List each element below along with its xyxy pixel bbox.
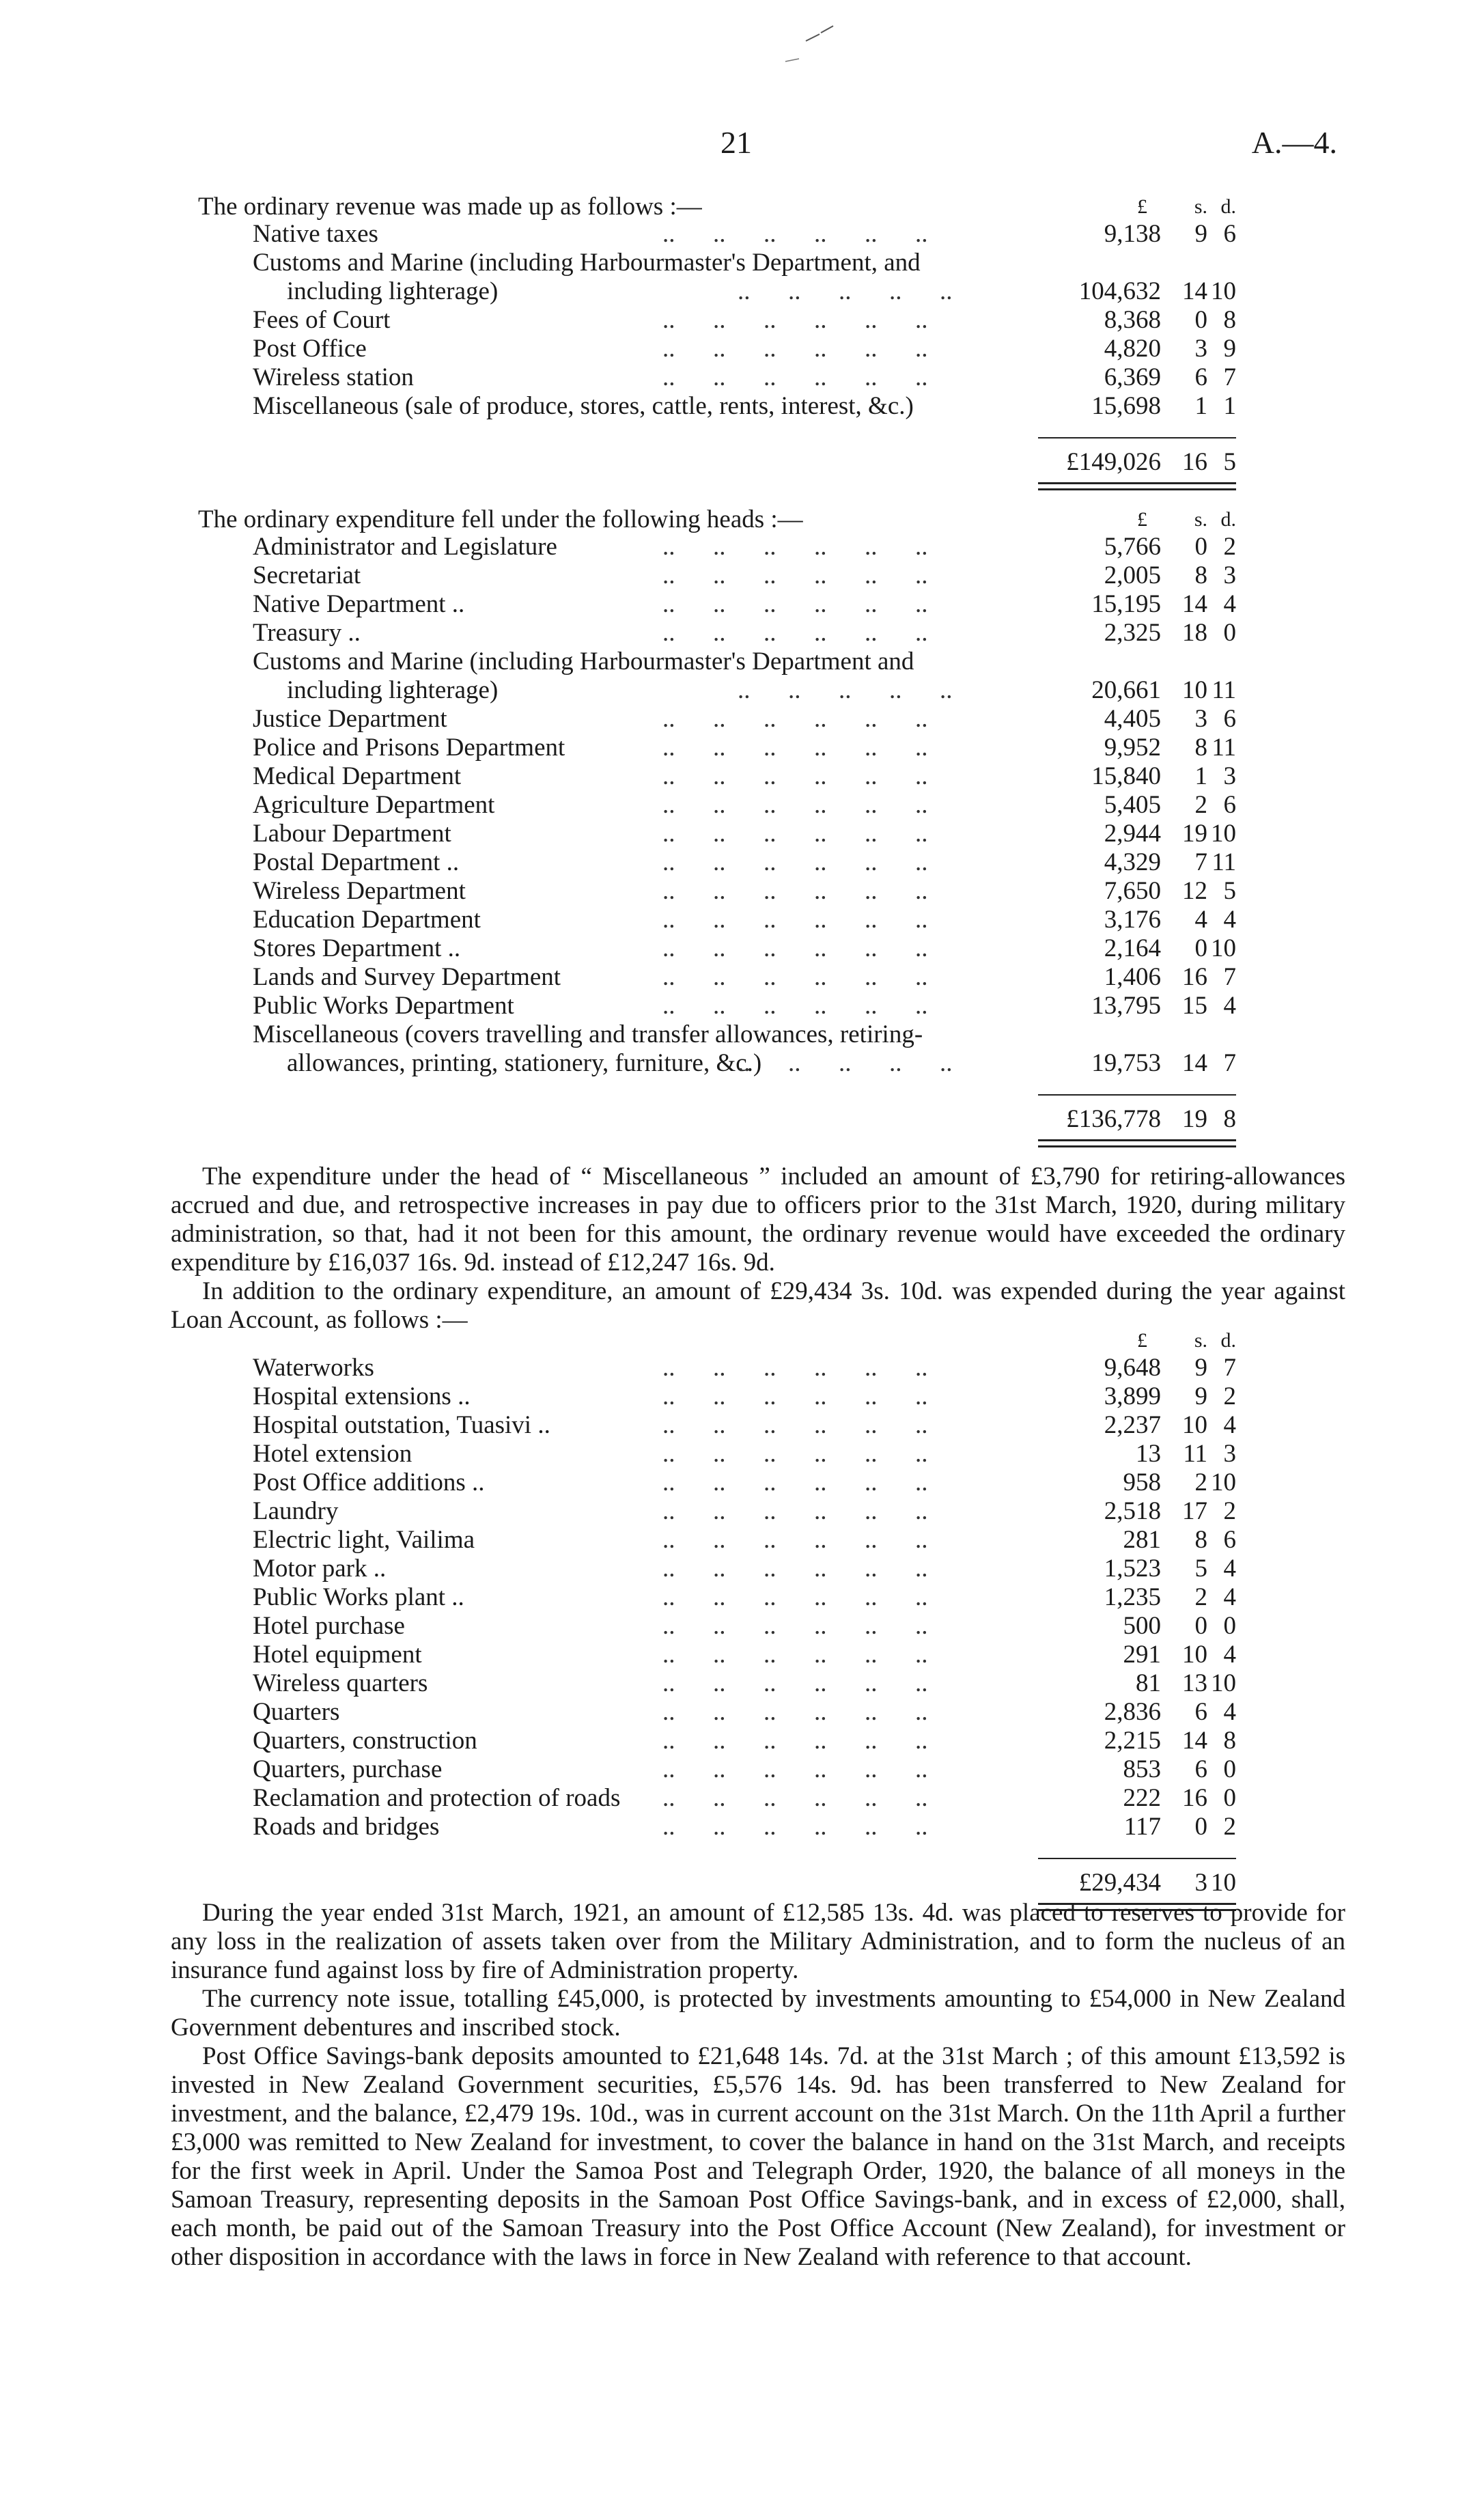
loan-amount-shillings: 0 — [1194, 1612, 1207, 1640]
revenue-row — [171, 277, 1236, 306]
revenue-row — [171, 335, 1236, 363]
loan-amount-pounds: 2,215 — [1104, 1727, 1161, 1755]
expenditure-row — [171, 1049, 1236, 1078]
revenue-row — [171, 249, 1236, 277]
loan-amount-pence: 0 — [1223, 1784, 1236, 1812]
revenue-label: Wireless station — [253, 363, 414, 391]
expenditure-amount-pounds: 7,650 — [1104, 877, 1161, 905]
loan-amount-shillings: 16 — [1182, 1784, 1207, 1812]
loan-row — [171, 1813, 1236, 1841]
expenditure-label: Wireless Department — [253, 877, 466, 905]
expenditure-amount-pounds: 2,005 — [1104, 561, 1161, 589]
expenditure-label: Customs and Marine (including Harbourmaster's Department and — [253, 647, 914, 676]
expenditure-label: including lighterage) — [287, 676, 499, 704]
revenue-subtotal-rule — [1038, 437, 1236, 438]
loan-amount-pounds: 222 — [1123, 1784, 1161, 1812]
expenditure-total-pence: 8 — [1223, 1105, 1236, 1133]
loan-leader-dots: .. .. .. .. .. .. — [662, 1440, 928, 1468]
expenditure-amount-pounds: 4,405 — [1104, 705, 1161, 733]
revenue-label: Customs and Marine (including Harbourmaster's Department, and — [253, 249, 921, 277]
revenue-amount-pounds: 15,698 — [1091, 392, 1161, 420]
expenditure-row — [171, 848, 1236, 877]
loan-amount-pounds: 958 — [1123, 1468, 1161, 1496]
loan-amount-pence: 2 — [1223, 1382, 1236, 1410]
expenditure-row — [171, 561, 1236, 590]
expenditure-amount-shillings: 10 — [1182, 676, 1207, 704]
loan-leader-dots: .. .. .. .. .. .. — [662, 1555, 928, 1583]
loan-leader-dots: .. .. .. .. .. .. — [662, 1784, 928, 1812]
loan-amount-pence: 4 — [1223, 1555, 1236, 1583]
revenue-label: Post Office — [253, 335, 367, 363]
loan-amount-shillings: 10 — [1182, 1411, 1207, 1439]
revenue-total-double-rule — [1038, 482, 1236, 490]
expenditure-amount-shillings: 8 — [1194, 561, 1207, 589]
loan-row — [171, 1669, 1236, 1698]
expenditure-label: Lands and Survey Department — [253, 963, 561, 991]
revenue-leader-dots: .. .. .. .. .. .. — [662, 335, 928, 363]
loan-label: Public Works plant .. — [253, 1583, 464, 1611]
loan-label: Hotel purchase — [253, 1612, 405, 1640]
loan-row — [171, 1755, 1236, 1784]
loan-amount-pence: 4 — [1223, 1411, 1236, 1439]
expenditure-amount-pence: 6 — [1223, 705, 1236, 733]
expenditure-total-row — [171, 1105, 1236, 1134]
loan-amount-pounds: 2,518 — [1104, 1497, 1161, 1525]
loan-amount-pounds: 500 — [1123, 1612, 1161, 1640]
expenditure-amount-pence: 4 — [1223, 590, 1236, 618]
expenditure-leader-dots: .. .. .. .. .. .. — [662, 992, 928, 1020]
expenditure-leader-dots: .. .. .. .. .. .. — [662, 877, 928, 905]
loan-leader-dots: .. .. .. .. .. .. — [662, 1354, 928, 1382]
loan-amount-pence: 4 — [1223, 1641, 1236, 1669]
expenditure-amount-pence: 10 — [1211, 820, 1236, 848]
expenditure-amount-shillings: 16 — [1182, 963, 1207, 991]
revenue-amount-shillings: 6 — [1194, 363, 1207, 391]
expenditure-amount-pence: 11 — [1212, 848, 1236, 876]
loan-amount-pence: 0 — [1223, 1755, 1236, 1783]
loan-amount-shillings: 9 — [1194, 1382, 1207, 1410]
loan-leader-dots: .. .. .. .. .. .. — [662, 1411, 928, 1439]
loan-leader-dots: .. .. .. .. .. .. — [662, 1583, 928, 1611]
expenditure-label: Postal Department .. — [253, 848, 460, 876]
revenue-row — [171, 392, 1236, 421]
loan-label: Wireless quarters — [253, 1669, 428, 1697]
page-number: 21 — [720, 125, 752, 160]
loan-amount-pounds: 3,899 — [1104, 1382, 1161, 1410]
expenditure-amount-shillings: 15 — [1182, 992, 1207, 1020]
revenue-row — [171, 220, 1236, 249]
loan-row — [171, 1497, 1236, 1526]
expenditure-row — [171, 647, 1236, 676]
expenditure-label: Agriculture Department — [253, 791, 495, 819]
loan-amount-shillings: 9 — [1194, 1354, 1207, 1382]
loan-row — [171, 1382, 1236, 1411]
loan-amount-shillings: 17 — [1182, 1497, 1207, 1525]
paragraph-savings-bank: Post Office Savings-bank deposits amounted to £21,648 14s. 7d. at the 31st March ; of this amount £13,592 is invested in New Zealand Government securities, £5,576 14s. 9d. has been transferred to New Zealand for investment, and the balance, £2,479 19s. 10d., was in current account on the 31st March. On the 11th April a further £3,000 was remitted to New Zealand for investment, to cover the balance in hand on the 31st March, and receipts for the first week in April. Under the Samoa Post and Telegraph Order, 1920, the balance of all moneys in the Samoan Treasury, representing deposits in the Samoan Post Office Savings-bank, and in excess of £2,000, shall, each month, be paid out of the Samoan Treasury into the Post Office Account (New Zealand), for investment or other disposition in accordance with the laws in force in New Zealand with reference to that account. — [171, 2042, 1345, 2271]
expenditure-amount-shillings: 0 — [1194, 934, 1207, 962]
expenditure-amount-pounds: 15,840 — [1091, 762, 1161, 790]
loan-label: Reclamation and protection of roads — [253, 1784, 621, 1812]
expenditure-leader-dots: .. .. .. .. .. .. — [662, 791, 928, 819]
loan-account-table — [171, 1326, 1236, 1911]
expenditure-amount-pounds: 2,164 — [1104, 934, 1161, 962]
expenditure-subtotal-rule — [1038, 1094, 1236, 1096]
expenditure-amount-pence: 7 — [1223, 963, 1236, 991]
expenditure-amount-pounds: 5,766 — [1104, 533, 1161, 561]
exp-col-head-pounds: £ — [1137, 508, 1147, 531]
loan-leader-dots: .. .. .. .. .. .. — [662, 1382, 928, 1410]
loan-total-pence: 10 — [1211, 1869, 1236, 1897]
loan-total-row — [171, 1869, 1236, 1897]
loan-amount-shillings: 5 — [1194, 1555, 1207, 1583]
col-head-shillings: s. — [1194, 195, 1207, 218]
loan-amount-shillings: 2 — [1194, 1468, 1207, 1496]
loan-amount-shillings: 10 — [1182, 1641, 1207, 1669]
loan-col-head-pence: d. — [1220, 1329, 1236, 1352]
expenditure-amount-pounds: 2,944 — [1104, 820, 1161, 848]
revenue-amount-pounds: 6,369 — [1104, 363, 1161, 391]
expenditure-row — [171, 992, 1236, 1020]
revenue-amount-pence: 9 — [1223, 335, 1236, 363]
loan-amount-shillings: 13 — [1182, 1669, 1207, 1697]
loan-amount-pence: 0 — [1223, 1612, 1236, 1640]
expenditure-amount-shillings: 14 — [1182, 1049, 1207, 1077]
revenue-amount-pence: 8 — [1223, 306, 1236, 334]
expenditure-amount-pounds: 4,329 — [1104, 848, 1161, 876]
loan-lines — [171, 1354, 1236, 1841]
loan-amount-pounds: 81 — [1136, 1669, 1161, 1697]
loan-leader-dots: .. .. .. .. .. .. — [662, 1526, 928, 1554]
paragraph-loan-account: In addition to the ordinary expenditure, an amount of £29,434 3s. 10d. was expended during the year against Loan Account, as follows :— — [171, 1277, 1345, 1334]
loan-row — [171, 1727, 1236, 1755]
expenditure-amount-shillings: 4 — [1194, 906, 1207, 934]
expenditure-label: Medical Department — [253, 762, 462, 790]
loan-row — [171, 1698, 1236, 1727]
loan-amount-pence: 6 — [1223, 1526, 1236, 1554]
expenditure-table — [171, 505, 1236, 1147]
expenditure-leader-dots: .. .. .. .. .. .. — [662, 561, 928, 589]
expenditure-leader-dots: .. .. .. .. .. — [738, 676, 953, 704]
col-head-pence: d. — [1220, 195, 1236, 218]
loan-col-head-pounds: £ — [1137, 1329, 1147, 1352]
loan-row — [171, 1526, 1236, 1555]
revenue-label: Miscellaneous (sale of produce, stores, cattle, rents, interest, &c.) — [253, 392, 914, 420]
revenue-amount-pence: 1 — [1223, 392, 1236, 420]
expenditure-amount-pence: 4 — [1223, 906, 1236, 934]
expenditure-row — [171, 1020, 1236, 1049]
revenue-amount-pounds: 4,820 — [1104, 335, 1161, 363]
narrative-section-1 — [171, 1162, 1345, 1335]
expenditure-amount-shillings: 19 — [1182, 820, 1207, 848]
expenditure-row — [171, 934, 1236, 963]
page-header — [0, 125, 1484, 163]
expenditure-leader-dots: .. .. .. .. .. .. — [662, 963, 928, 991]
revenue-amount-shillings: 1 — [1194, 392, 1207, 420]
loan-amount-pounds: 2,836 — [1104, 1698, 1161, 1726]
loan-leader-dots: .. .. .. .. .. .. — [662, 1641, 928, 1669]
expenditure-row — [171, 963, 1236, 992]
loan-subtotal-rule — [1038, 1858, 1236, 1859]
loan-label: Electric light, Vailima — [253, 1526, 475, 1554]
revenue-amount-shillings: 14 — [1182, 277, 1207, 305]
loan-row — [171, 1641, 1236, 1669]
loan-amount-pounds: 9,648 — [1104, 1354, 1161, 1382]
expenditure-amount-pence: 3 — [1223, 762, 1236, 790]
revenue-row — [171, 363, 1236, 392]
paragraph-currency-notes: The currency note issue, totalling £45,000, is protected by investments amounting to £54,000 in New Zealand Government debentures and inscribed stock. — [171, 1985, 1345, 2042]
expenditure-amount-pence: 5 — [1223, 877, 1236, 905]
revenue-amount-shillings: 0 — [1194, 306, 1207, 334]
expenditure-total-shillings: 19 — [1182, 1105, 1207, 1133]
loan-leader-dots: .. .. .. .. .. .. — [662, 1698, 928, 1726]
expenditure-amount-shillings: 2 — [1194, 791, 1207, 819]
expenditure-amount-shillings: 0 — [1194, 533, 1207, 561]
expenditure-amount-shillings: 14 — [1182, 590, 1207, 618]
expenditure-amount-pounds: 5,405 — [1104, 791, 1161, 819]
document-reference: A.—4. — [1251, 125, 1337, 160]
loan-amount-pounds: 291 — [1123, 1641, 1161, 1669]
revenue-label: including lighterage) — [287, 277, 499, 305]
expenditure-label: Secretariat — [253, 561, 361, 589]
expenditure-label: Miscellaneous (covers travelling and transfer allowances, retiring- — [253, 1020, 923, 1048]
loan-leader-dots: .. .. .. .. .. .. — [662, 1669, 928, 1697]
expenditure-label: Public Works Department — [253, 992, 514, 1020]
expenditure-label: Administrator and Legislature — [253, 533, 557, 561]
loan-label: Quarters — [253, 1698, 340, 1726]
loan-row — [171, 1440, 1236, 1468]
loan-col-head-shillings: s. — [1194, 1329, 1207, 1352]
loan-amount-pounds: 117 — [1123, 1813, 1161, 1841]
loan-label: Hotel extension — [253, 1440, 412, 1468]
loan-row — [171, 1468, 1236, 1497]
expenditure-amount-shillings: 12 — [1182, 877, 1207, 905]
loan-label: Quarters, purchase — [253, 1755, 443, 1783]
loan-amount-shillings: 14 — [1182, 1727, 1207, 1755]
expenditure-label: Labour Department — [253, 820, 451, 848]
expenditure-row — [171, 906, 1236, 934]
loan-amount-pence: 10 — [1211, 1669, 1236, 1697]
expenditure-leader-dots: .. .. .. .. .. .. — [662, 934, 928, 962]
expenditure-row — [171, 590, 1236, 619]
expenditure-amount-pence: 11 — [1212, 676, 1236, 704]
revenue-total-row — [171, 448, 1236, 477]
expenditure-amount-shillings: 8 — [1194, 734, 1207, 762]
expenditure-amount-pounds: 13,795 — [1091, 992, 1161, 1020]
revenue-lines — [171, 220, 1236, 421]
expenditure-leader-dots: .. .. .. .. .. .. — [662, 762, 928, 790]
loan-amount-pounds: 2,237 — [1104, 1411, 1161, 1439]
expenditure-amount-shillings: 7 — [1194, 848, 1207, 876]
expenditure-amount-pounds: 20,661 — [1091, 676, 1161, 704]
expenditure-amount-pounds: 2,325 — [1104, 619, 1161, 647]
expenditure-leader-dots: .. .. .. .. .. — [738, 1049, 953, 1077]
loan-leader-dots: .. .. .. .. .. .. — [662, 1813, 928, 1841]
expenditure-row — [171, 619, 1236, 647]
revenue-label: Fees of Court — [253, 306, 391, 334]
loan-amount-shillings: 6 — [1194, 1698, 1207, 1726]
loan-amount-pounds: 281 — [1123, 1526, 1161, 1554]
loan-leader-dots: .. .. .. .. .. .. — [662, 1727, 928, 1755]
expenditure-lines — [171, 533, 1236, 1078]
loan-leader-dots: .. .. .. .. .. .. — [662, 1497, 928, 1525]
loan-amount-pence: 3 — [1223, 1440, 1236, 1468]
expenditure-label: Police and Prisons Department — [253, 734, 565, 762]
revenue-total-shillings: 16 — [1182, 448, 1207, 476]
expenditure-intro: The ordinary expenditure fell under the following heads :— — [198, 505, 803, 533]
expenditure-row — [171, 705, 1236, 734]
expenditure-total-pounds: £136,778 — [1066, 1105, 1161, 1133]
revenue-table — [171, 193, 1236, 490]
loan-amount-pounds: 13 — [1136, 1440, 1161, 1468]
expenditure-leader-dots: .. .. .. .. .. .. — [662, 533, 928, 561]
loan-row — [171, 1583, 1236, 1612]
expenditure-label: Stores Department .. — [253, 934, 461, 962]
loan-amount-shillings: 6 — [1194, 1755, 1207, 1783]
expenditure-row — [171, 791, 1236, 820]
expenditure-row — [171, 877, 1236, 906]
expenditure-amount-shillings: 3 — [1194, 705, 1207, 733]
loan-total-pounds: £29,434 — [1078, 1869, 1161, 1897]
loan-amount-pence: 7 — [1223, 1354, 1236, 1382]
revenue-amount-pounds: 104,632 — [1078, 277, 1161, 305]
expenditure-total-double-rule — [1038, 1139, 1236, 1147]
loan-amount-pence: 2 — [1223, 1813, 1236, 1841]
loan-amount-pounds: 1,235 — [1104, 1583, 1161, 1611]
expenditure-amount-shillings: 1 — [1194, 762, 1207, 790]
expenditure-amount-pounds: 1,406 — [1104, 963, 1161, 991]
revenue-amount-shillings: 3 — [1194, 335, 1207, 363]
ink-mark-decoration — [779, 14, 847, 68]
expenditure-amount-pence: 7 — [1223, 1049, 1236, 1077]
exp-col-head-pence: d. — [1220, 508, 1236, 531]
loan-label: Hotel equipment — [253, 1641, 422, 1669]
loan-row — [171, 1612, 1236, 1641]
paragraph-reserves: During the year ended 31st March, 1921, an amount of £12,585 13s. 4d. was placed to reserves to provide for any loss in the realization of assets taken over from the Military Administration, and to form the nucleus of an insurance fund against loss by fire of Administration property. — [171, 1899, 1345, 1984]
expenditure-amount-pounds: 3,176 — [1104, 906, 1161, 934]
expenditure-row — [171, 676, 1236, 705]
loan-amount-pence: 4 — [1223, 1583, 1236, 1611]
revenue-intro: The ordinary revenue was made up as follows :— — [198, 193, 702, 221]
expenditure-amount-pence: 2 — [1223, 533, 1236, 561]
expenditure-row — [171, 820, 1236, 848]
loan-amount-pounds: 853 — [1123, 1755, 1161, 1783]
expenditure-leader-dots: .. .. .. .. .. .. — [662, 848, 928, 876]
expenditure-row — [171, 533, 1236, 561]
loan-leader-dots: .. .. .. .. .. .. — [662, 1612, 928, 1640]
expenditure-leader-dots: .. .. .. .. .. .. — [662, 734, 928, 762]
loan-amount-pounds: 1,523 — [1104, 1555, 1161, 1583]
revenue-amount-pounds: 9,138 — [1104, 220, 1161, 248]
loan-label: Laundry — [253, 1497, 339, 1525]
expenditure-row — [171, 734, 1236, 762]
loan-row — [171, 1411, 1236, 1440]
loan-amount-pence: 2 — [1223, 1497, 1236, 1525]
loan-amount-shillings: 11 — [1183, 1440, 1207, 1468]
expenditure-leader-dots: .. .. .. .. .. .. — [662, 705, 928, 733]
expenditure-amount-pence: 3 — [1223, 561, 1236, 589]
expenditure-label: Education Department — [253, 906, 481, 934]
revenue-leader-dots: .. .. .. .. .. — [738, 277, 953, 305]
loan-amount-pence: 4 — [1223, 1698, 1236, 1726]
loan-label: Hospital outstation, Tuasivi .. — [253, 1411, 550, 1439]
exp-col-head-shillings: s. — [1194, 508, 1207, 531]
revenue-amount-shillings: 9 — [1194, 220, 1207, 248]
loan-amount-shillings: 0 — [1194, 1813, 1207, 1841]
revenue-total-pence: 5 — [1223, 448, 1236, 476]
loan-label: Quarters, construction — [253, 1727, 477, 1755]
expenditure-label: Justice Department — [253, 705, 447, 733]
expenditure-amount-pence: 6 — [1223, 791, 1236, 819]
revenue-leader-dots: .. .. .. .. .. .. — [662, 363, 928, 391]
revenue-total-pounds: £149,026 — [1066, 448, 1161, 476]
loan-leader-dots: .. .. .. .. .. .. — [662, 1468, 928, 1496]
expenditure-amount-pence: 10 — [1211, 934, 1236, 962]
loan-label: Waterworks — [253, 1354, 374, 1382]
loan-label: Hospital extensions .. — [253, 1382, 471, 1410]
expenditure-row — [171, 762, 1236, 791]
revenue-leader-dots: .. .. .. .. .. .. — [662, 306, 928, 334]
expenditure-amount-shillings: 18 — [1182, 619, 1207, 647]
revenue-amount-pence: 7 — [1223, 363, 1236, 391]
expenditure-label: Treasury .. — [253, 619, 361, 647]
loan-amount-pence: 8 — [1223, 1727, 1236, 1755]
revenue-label: Native taxes — [253, 220, 378, 248]
expenditure-amount-pounds: 9,952 — [1104, 734, 1161, 762]
revenue-leader-dots: .. .. .. .. .. .. — [662, 220, 928, 248]
expenditure-amount-pence: 0 — [1223, 619, 1236, 647]
loan-amount-shillings: 8 — [1194, 1526, 1207, 1554]
loan-label: Post Office additions .. — [253, 1468, 485, 1496]
expenditure-amount-pence: 11 — [1212, 734, 1236, 762]
loan-leader-dots: .. .. .. .. .. .. — [662, 1755, 928, 1783]
expenditure-amount-pence: 4 — [1223, 992, 1236, 1020]
loan-label: Motor park .. — [253, 1555, 387, 1583]
loan-amount-shillings: 2 — [1194, 1583, 1207, 1611]
loan-row — [171, 1555, 1236, 1583]
narrative-section-2 — [171, 1899, 1345, 2272]
expenditure-leader-dots: .. .. .. .. .. .. — [662, 906, 928, 934]
paragraph-miscellaneous: The expenditure under the head of “ Miscellaneous ” included an amount of £3,790 for retiring-allowances accrued and due, and retrospective increases in pay due to officers prior to the 31st March, 1920, during military administration, so that, had it not been for this amount, the ordinary revenue would have exceeded the ordinary expenditure by £16,037 16s. 9d. instead of £12,247 16s. 9d. — [171, 1162, 1345, 1277]
expenditure-leader-dots: .. .. .. .. .. .. — [662, 590, 928, 618]
loan-amount-pence: 10 — [1211, 1468, 1236, 1496]
col-head-pounds: £ — [1137, 195, 1147, 218]
expenditure-amount-pounds: 15,195 — [1091, 590, 1161, 618]
expenditure-label: Native Department .. — [253, 590, 465, 618]
revenue-amount-pounds: 8,368 — [1104, 306, 1161, 334]
revenue-amount-pence: 10 — [1211, 277, 1236, 305]
loan-total-shillings: 3 — [1194, 1869, 1207, 1897]
expenditure-leader-dots: .. .. .. .. .. .. — [662, 619, 928, 647]
loan-row — [171, 1354, 1236, 1382]
expenditure-amount-pounds: 19,753 — [1091, 1049, 1161, 1077]
loan-label: Roads and bridges — [253, 1813, 440, 1841]
loan-row — [171, 1784, 1236, 1813]
revenue-amount-pence: 6 — [1223, 220, 1236, 248]
expenditure-leader-dots: .. .. .. .. .. .. — [662, 820, 928, 848]
expenditure-label: allowances, printing, stationery, furniture, &c.) — [287, 1049, 762, 1077]
revenue-row — [171, 306, 1236, 335]
